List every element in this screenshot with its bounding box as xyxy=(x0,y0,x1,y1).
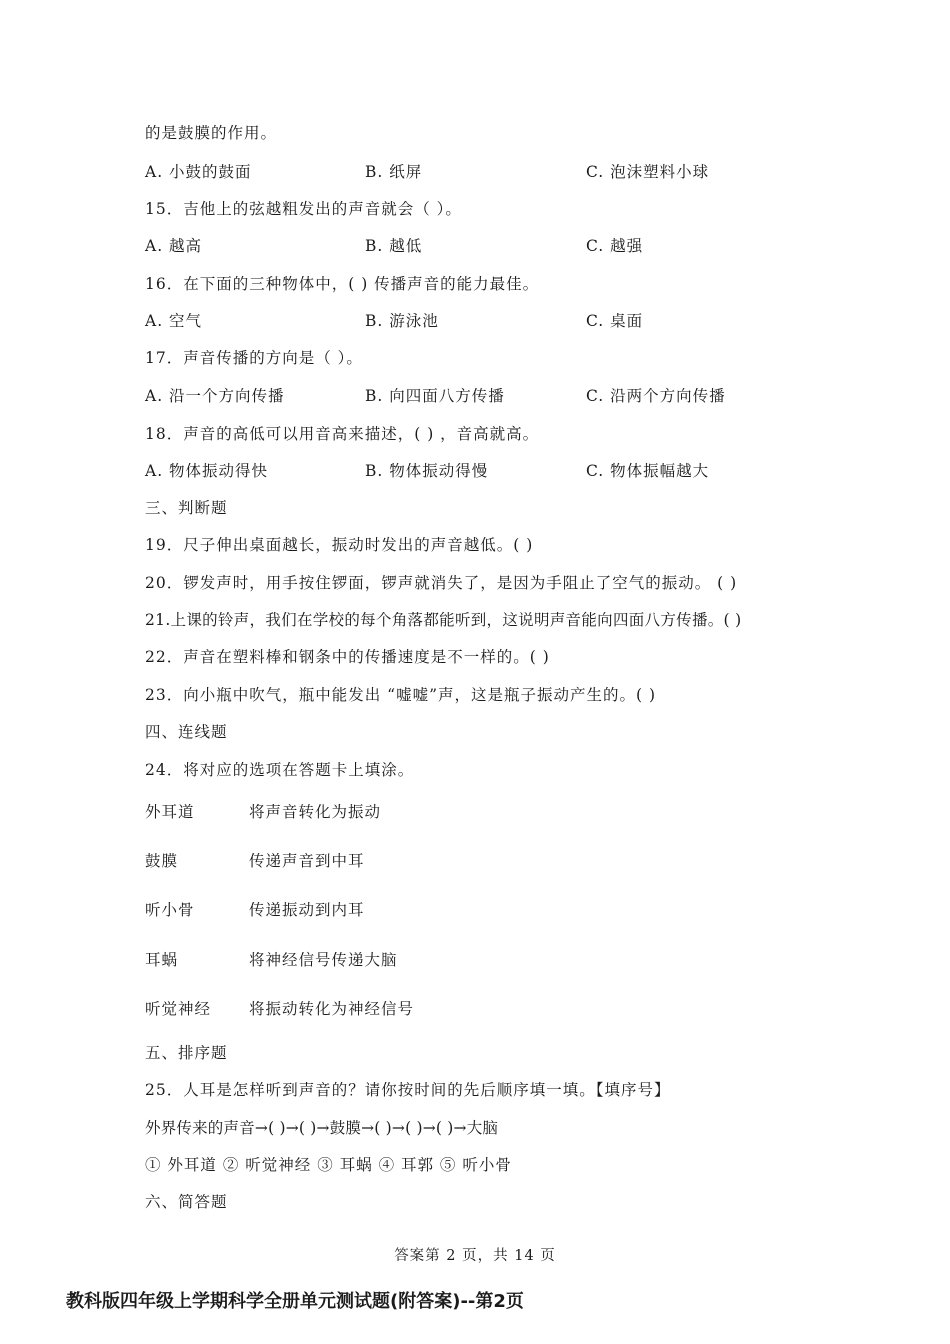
match-left-item: 鼓膜 xyxy=(145,852,179,870)
page-footer: 答案第 2 页，共 14 页 xyxy=(394,1248,556,1264)
option-b: B. 越低 xyxy=(365,237,423,255)
match-right-item: 传递振动到内耳 xyxy=(249,901,365,919)
option-a: A. 物体振动得快 xyxy=(145,462,269,480)
question-19: 19．尺子伸出桌面越长，振动时发出的声音越低。( ) xyxy=(145,536,534,554)
option-c: C. 桌面 xyxy=(586,312,644,330)
match-left-item: 耳蜗 xyxy=(145,951,179,969)
match-right-item: 将声音转化为振动 xyxy=(249,803,382,821)
document-banner: 教科版四年级上学期科学全册单元测试题(附答案)--第2页 xyxy=(66,1291,524,1312)
option-b: B. 物体振动得慢 xyxy=(365,462,489,480)
question-15: 15．吉他上的弦越粗发出的声音就会（ ）。 xyxy=(145,200,462,218)
option-b: B. 游泳池 xyxy=(365,312,439,330)
question-23: 23．向小瓶中吹气，瓶中能发出 “嘘嘘”声，这是瓶子振动产生的。( ) xyxy=(145,686,657,704)
section-heading-matching: 四、连线题 xyxy=(145,723,228,741)
question-18: 18．声音的高低可以用音高来描述，( ) ，音高就高。 xyxy=(145,425,540,443)
match-left-item: 听小骨 xyxy=(145,901,195,919)
question-24: 24．将对应的选项在答题卡上填涂。 xyxy=(145,761,415,779)
section-heading-ordering: 五、排序题 xyxy=(145,1044,228,1062)
option-c: C. 物体振幅越大 xyxy=(586,462,710,480)
option-c: C. 越强 xyxy=(586,237,644,255)
option-c: C. 泡沫塑料小球 xyxy=(586,163,710,181)
match-left-item: 听觉神经 xyxy=(145,1000,212,1018)
question-17: 17．声音传播的方向是（ ）。 xyxy=(145,349,363,367)
question-25-sequence: 外界传来的声音→( )→( )→鼓膜→( )→( )→( )→大脑 xyxy=(145,1119,499,1137)
section-heading-short-answer: 六、简答题 xyxy=(145,1193,228,1211)
option-a: A. 小鼓的鼓面 xyxy=(145,163,252,181)
option-a: A. 越高 xyxy=(145,237,203,255)
match-right-item: 将神经信号传递大脑 xyxy=(249,951,398,969)
intro-line: 的是鼓膜的作用。 xyxy=(145,124,278,142)
match-left-item: 外耳道 xyxy=(145,803,195,821)
question-25: 25．人耳是怎样听到声音的？请你按时间的先后顺序填一填。【填序号】 xyxy=(145,1081,671,1099)
option-a: A. 沿一个方向传播 xyxy=(145,387,285,405)
question-20: 20．锣发声时，用手按住锣面，锣声就消失了，是因为手阻止了空气的振动。 ( ) xyxy=(145,574,738,592)
question-16: 16．在下面的三种物体中，( ) 传播声音的能力最佳。 xyxy=(145,275,540,293)
option-a: A. 空气 xyxy=(145,312,203,330)
option-b: B. 纸屏 xyxy=(365,163,423,181)
option-c: C. 沿两个方向传播 xyxy=(586,387,726,405)
match-right-item: 将振动转化为神经信号 xyxy=(249,1000,415,1018)
question-22: 22．声音在塑料棒和钢条中的传播速度是不一样的。( ) xyxy=(145,648,550,666)
question-25-choices: ① 外耳道 ② 听觉神经 ③ 耳蜗 ④ 耳郭 ⑤ 听小骨 xyxy=(145,1156,512,1174)
section-heading-judge: 三、判断题 xyxy=(145,499,228,517)
option-b: B. 向四面八方传播 xyxy=(365,387,505,405)
question-21: 21.上课的铃声，我们在学校的每个角落都能听到，这说明声音能向四面八方传播。( ) xyxy=(145,611,742,629)
match-right-item: 传递声音到中耳 xyxy=(249,852,365,870)
